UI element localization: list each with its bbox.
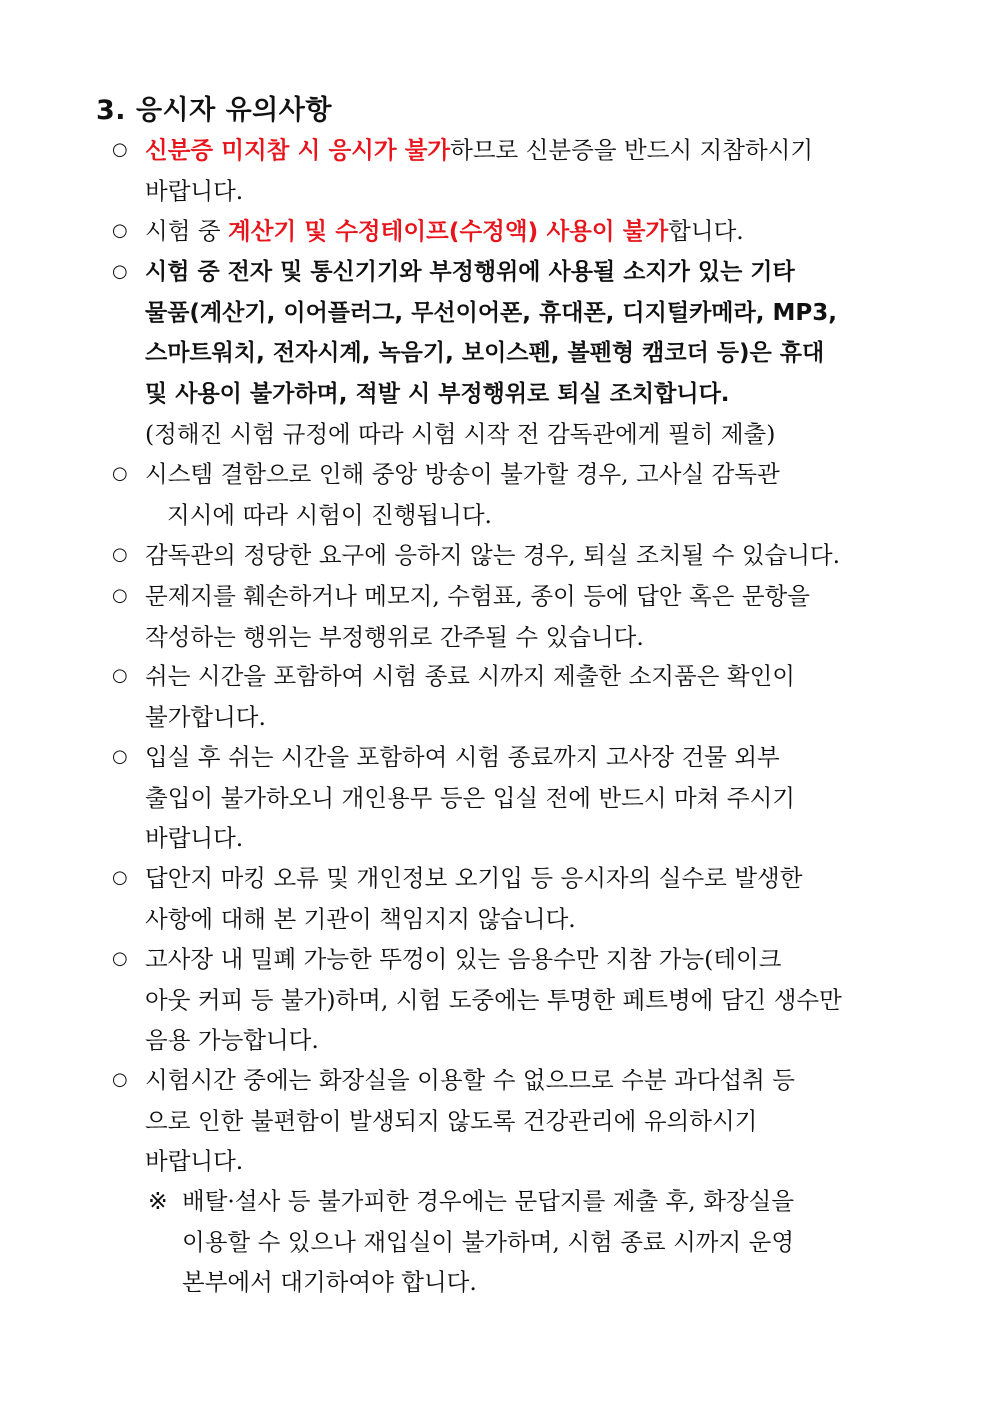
bullet-icon: ○ — [112, 1069, 128, 1090]
bullet-icon: ○ — [112, 463, 128, 484]
notice-item-id — [112, 130, 882, 211]
highlight-text: 신분증 미지참 시 응시가 불가 — [145, 136, 451, 164]
text-line: 시험시간 중에는 화장실을 이용할 수 없으므로 수분 과다섭취 등 — [145, 1066, 795, 1094]
text-line: 답안지 마킹 오류 및 개인정보 오기입 등 응시자의 실수로 발생한 — [145, 864, 803, 892]
text-span: 합니다. — [668, 217, 744, 245]
text-line: 이용할 수 있으나 재입실이 불가하며, 시험 종료 시까지 운영 — [182, 1227, 795, 1256]
text-line: 문제지를 훼손하거나 메모지, 수험표, 종이 등에 답안 혹은 문항을 — [145, 582, 810, 610]
section-number: 3. — [96, 95, 127, 126]
bullet-icon: ○ — [112, 585, 128, 606]
bullet-icon: ○ — [112, 261, 128, 282]
text-line: 및 사용이 불가하며, 적발 시 부정행위로 퇴실 조치합니다. — [145, 380, 730, 407]
text-line: 시스템 결함으로 인해 중앙 방송이 불가할 경우, 고사실 감독관 — [145, 460, 780, 488]
text-line: 입실 후 쉬는 시간을 포함하여 시험 종료까지 고사장 건물 외부 — [145, 743, 780, 771]
text-line: 바랍니다. — [145, 824, 244, 852]
notice-item-exit — [112, 737, 882, 859]
text-line: 하므로 신분증을 반드시 지참하시기 — [450, 136, 814, 164]
text-line: 쉬는 시간을 포함하여 시험 종료 시까지 제출한 소지품은 확인이 — [145, 662, 795, 690]
text-line: 시험 중 전자 및 통신기기와 부정행위에 사용될 소지가 있는 기타 — [145, 259, 795, 285]
bullet-icon: ○ — [112, 746, 128, 767]
notice-item-water — [112, 939, 882, 1061]
section-title — [96, 88, 332, 127]
notice-item-restroom — [112, 1060, 882, 1182]
bullet-icon: ○ — [112, 544, 128, 565]
text-line: 지시에 따라 시험이 진행됩니다. — [167, 500, 492, 529]
bullet-icon: ○ — [112, 948, 128, 969]
text-line: 본부에서 대기하여야 합니다. — [182, 1268, 477, 1296]
text-line: 출입이 불가하오니 개인용무 등은 입실 전에 반드시 마쳐 주시기 — [145, 783, 795, 812]
restroom-exception-note — [148, 1181, 888, 1303]
text-line: 감독관의 정당한 요구에 응하지 않는 경우, 퇴실 조치될 수 있습니다. — [145, 541, 841, 569]
text-line: 아웃 커피 등 불가)하며, 시험 도중에는 투명한 페트병에 담긴 생수만 — [145, 985, 842, 1014]
section-title-text: 응시자 유의사항 — [135, 95, 332, 126]
notice-item-calculator — [112, 211, 882, 252]
text-line: 배탈·설사 등 불가피한 경우에는 문답지를 제출 후, 화장실을 — [182, 1187, 795, 1215]
text-line: 작성하는 행위는 부정행위로 간주될 수 있습니다. — [145, 622, 644, 651]
text-line: 음용 가능합니다. — [145, 1026, 319, 1054]
text-line: 물품(계산기, 이어플러그, 무선이어폰, 휴대폰, 디지털카메라, MP3, — [145, 299, 837, 326]
highlight-text: 계산기 및 수정테이프(수정액) 사용이 불가 — [228, 217, 669, 245]
text-line: 으로 인한 불편함이 발생되지 않도록 건강관리에 유의하시기 — [145, 1106, 758, 1135]
notice-item-marking — [112, 858, 882, 939]
text-line: 고사장 내 밀폐 가능한 뚜껑이 있는 음용수만 지참 가능(테이크 — [145, 945, 782, 973]
text-line: 스마트워치, 전자시계, 녹음기, 보이스펜, 볼펜형 캠코더 등)은 휴대 — [145, 340, 825, 366]
notice-item-devices — [112, 252, 882, 414]
text-line: 사항에 대해 본 기관이 책임지지 않습니다. — [145, 904, 576, 933]
text-line: 바랍니다. — [145, 1147, 244, 1175]
bullet-icon: ○ — [112, 867, 128, 888]
text-span: 시험 중 — [145, 217, 229, 245]
text-line: 불가합니다. — [145, 702, 266, 731]
text-line: 바랍니다. — [145, 176, 244, 205]
reference-mark-icon: ※ — [148, 1187, 168, 1215]
notice-item-belongings — [112, 656, 882, 737]
notice-item-damage — [112, 576, 882, 657]
bullet-icon: ○ — [112, 139, 128, 160]
notice-item-supervisor — [112, 535, 882, 576]
bullet-icon: ○ — [112, 665, 128, 686]
devices-note: (정해진 시험 규정에 따라 시험 시작 전 감독관에게 필히 제출) — [145, 420, 776, 448]
bullet-icon: ○ — [112, 220, 128, 241]
notice-item-broadcast — [112, 454, 882, 535]
